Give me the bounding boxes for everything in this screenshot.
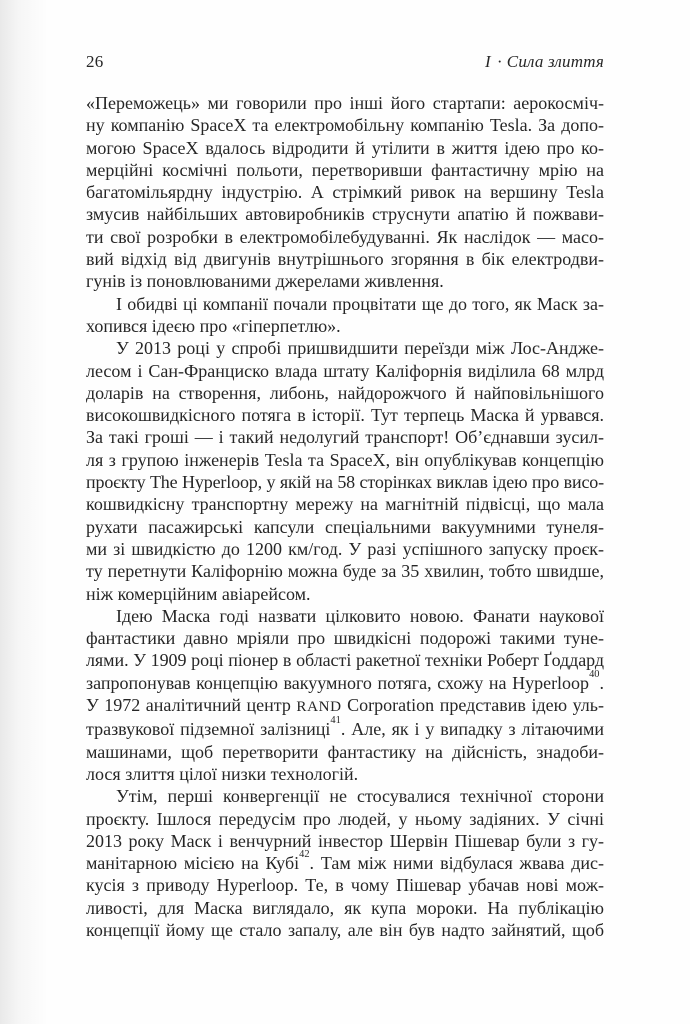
paragraph: [86, 785, 604, 941]
text-line: концепції йому ще стало запалу, але він був надто зайнятий, щоб: [86, 919, 604, 940]
text-line: Ідею Маска годі назвати цілковито новою. Фанати наукової: [116, 605, 604, 626]
small-caps-text: RAND: [296, 699, 342, 716]
chapter-number: I: [485, 52, 491, 71]
page-number: 26: [86, 52, 104, 71]
text-line: мерційні космічні польоти, перетворивши фантастичну мрію на: [86, 159, 604, 180]
running-head-separator: ·: [496, 52, 503, 71]
text-line: За такі гроші — і такий недолугий транспорт! Об’єднавши зусил-: [86, 427, 604, 448]
text-line: високошвидкісного потяга в історії. Тут терпець Маска й урвався.: [86, 405, 604, 426]
text-line: ми зі швидкістю до 1200 км/год. У разі успішного запуску проєк-: [86, 538, 604, 559]
text-line: рухати пасажирські капсули спеціальними вакуумними тунеля-: [86, 516, 604, 537]
text-line: вий відхід від двигунів внутрішнього згоряння в бік електродви-: [86, 249, 604, 270]
paragraph: [86, 92, 604, 293]
page-edge-shadow: [0, 0, 48, 1024]
text-line: лесом і Сан-Франциско влада штату Каліфорнія виділила 68 млрд: [86, 360, 604, 381]
page-body: [86, 92, 604, 941]
text-line: могою SpaceX вдалось відродити й утілити в життя ідею про ко-: [86, 137, 604, 158]
text-line: Утім, перші конвергенції не стосувалися технічної сторони: [116, 786, 604, 807]
text-line: кошвидкісну транспортну мережу на магнітній підвісці, що мала: [86, 494, 604, 515]
text-line: І обидві ці компанії почали процвітати ще до того, як Маск за-: [116, 293, 604, 314]
footnote-reference: 40: [589, 668, 600, 680]
text-line: лося злиття цілої низки технологій.: [86, 763, 359, 784]
text-line: кусія з приводу Hyperloop. Те, в чому Пішевар убачав нові мож-: [86, 875, 604, 896]
text-line: багатомільярдну індустрію. А стрімкий ривок на вершину Tesla: [86, 182, 604, 203]
footnote-reference: 42: [299, 849, 310, 861]
page-header: [86, 52, 604, 72]
text-line: У 2013 році у спробі пришвидшити переїзди між Лос-Андже-: [116, 338, 604, 359]
text-line: «Переможець» ми говорили про інші його стартапи: аерокосміч-: [86, 93, 604, 113]
text-line: ливості, для Маска виглядало, як купа мороки. На публікацію: [86, 897, 604, 918]
text-line: 2013 року Маск і венчурний інвестор Шервін Пішевар були з гу-: [86, 830, 604, 851]
chapter-title: Сила злиття: [506, 52, 604, 71]
paragraph: [86, 337, 604, 605]
text-line: тразвукової підземної залізниці$^{41}$. Але, як і у випадку з літаючими: [86, 715, 604, 740]
text-line: змусив найбільших автовиробників струснути апатію й пожвави-: [86, 204, 604, 225]
text-line: ту перетнути Каліфорнію можна буде за 35 хвилин, тобто швидше,: [86, 561, 604, 582]
running-head: [485, 52, 604, 72]
text-line: проєкту. Ішлося передусім про людей, у ньому задіяних. У січні: [86, 808, 604, 829]
text-line: машинами, щоб перетворити фантастику на дійсність, знадоби-: [86, 741, 604, 762]
text-line: запропонував концепцію вакуумного потяга, схожу на Hyperloop$^{40}$.: [86, 668, 604, 693]
text-line: ну компанію SpaceX та електромобільну компанію Tesla. За допо-: [86, 115, 604, 136]
text-line: ти свої розробки в електромобілебудуванні. Як наслідок — масо-: [86, 226, 604, 247]
text-line: гунів із поновлюваними джерелами живлення.: [86, 271, 444, 292]
text-line: проєкту The Hyperloop, у якій на 58 сторінках виклав ідею про висо-: [86, 472, 604, 493]
text-line: хопився ідеєю про «гіперпетлю».: [86, 315, 341, 336]
text-line: ніж комерційним авіарейсом.: [86, 583, 311, 604]
text-line: доларів на створення, либонь, найдорожчого й найповільнішого: [86, 382, 604, 403]
paragraph: [86, 605, 604, 785]
text-line: фантастики давно мріяли про швидкісні подорожі такими туне-: [86, 628, 604, 649]
text-line: У 1972 аналітичний центр RAND Corporation представив ідею уль-: [86, 695, 604, 716]
paragraph: [86, 293, 604, 338]
text-line: манітарною місією на Кубі$^{42}$. Там між ними відбулася жвава дис-: [86, 849, 604, 874]
footnote-reference: 41: [330, 715, 341, 727]
text-line: лями. У 1909 році піонер в області ракетної техніки Роберт Ґоддард: [86, 650, 604, 671]
text-line: ля з групою інженерів Tesla та SpaceX, він опублікував концепцію: [86, 449, 604, 470]
